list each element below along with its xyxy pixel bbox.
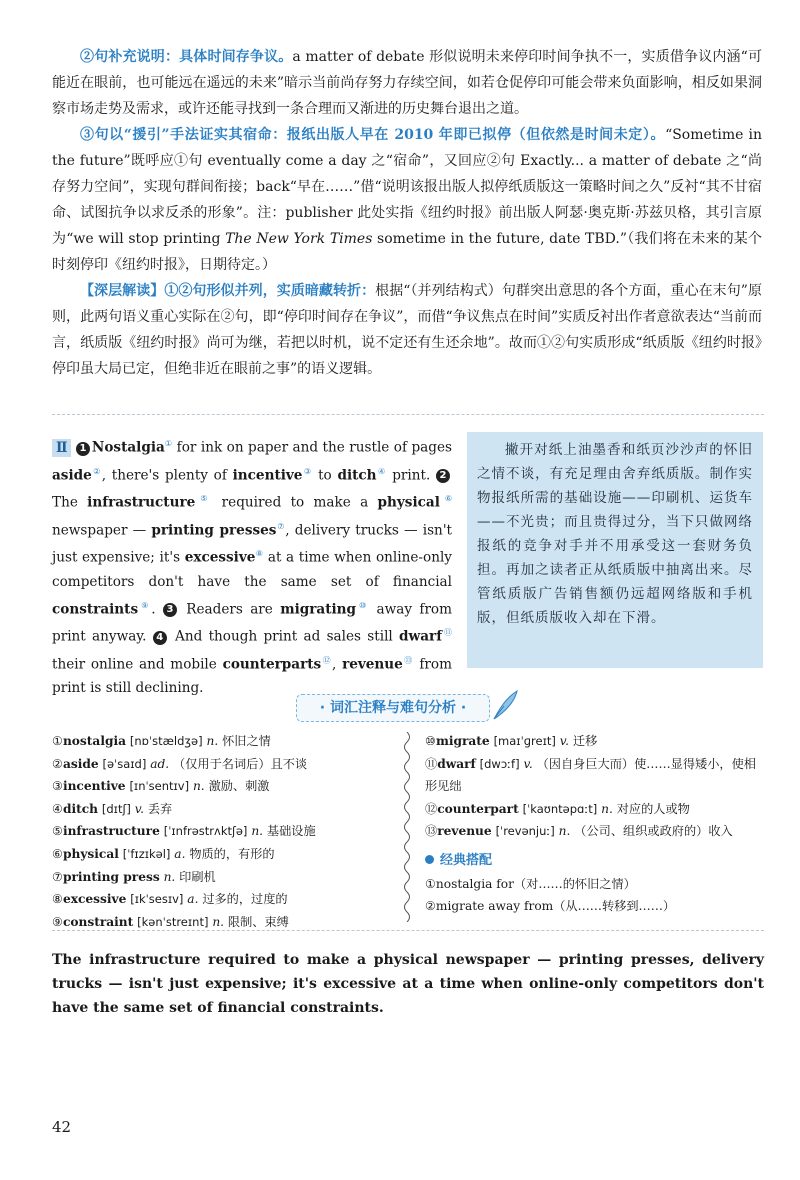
intro-analysis [52, 44, 762, 382]
collocation-item: ①nostalgia for（对……的怀旧之情） [425, 876, 636, 891]
keyword: excessive [184, 549, 256, 566]
difficult-sentence: The infrastructure required to make a physical newspaper — printing presses, delivery trucks — isn't just expensive; it's excessive at a time when online-only competitors don't have the same set of financial constraints. [52, 952, 764, 1016]
vocab-definition: 丢弃 [147, 801, 173, 816]
vocab-number: ④ [52, 801, 63, 816]
paragraph-sentence-2 [52, 44, 762, 122]
vocab-item [52, 843, 397, 866]
vocab-pos: ad. [150, 756, 170, 771]
passage-text: And though print ad sales still [168, 628, 400, 645]
passage-text: , [332, 656, 343, 673]
vocab-number: ⑩ [425, 734, 436, 748]
passage-text: newspaper — [52, 522, 152, 539]
footnote-mark: ④ [376, 466, 387, 476]
vocab-phonetic: [kənˈstreɪnt] [137, 914, 209, 929]
keyword: physical [377, 494, 440, 511]
vocab-phonetic: [ɪkˈsesɪv] [130, 892, 184, 907]
footnote-mark: ⑦ [276, 521, 286, 531]
keyword: Nostalgia [91, 439, 165, 456]
paragraph-sentence-3 [52, 122, 762, 278]
quill-icon [490, 688, 520, 722]
passage-text: The [52, 494, 88, 511]
vocab-word: dwarf [437, 756, 476, 771]
passage-text: for ink on paper and the rustle of pages [172, 439, 452, 456]
vocab-phonetic: [əˈsaɪd] [102, 756, 147, 771]
vocab-phonetic: [dwɔːf] [479, 756, 520, 771]
vocab-phonetic: [ˈfɪzɪkəl] [122, 846, 171, 861]
vocab-definition: 印刷机 [179, 869, 216, 884]
vocab-definition: 过多的，过度的 [202, 892, 288, 907]
vocab-pos: n. [206, 734, 219, 748]
vocab-pos: n. [212, 914, 225, 929]
vocab-item [425, 730, 765, 753]
keyword: revenue [342, 656, 403, 673]
keyword: ditch [337, 467, 377, 484]
deep-reading-lead: 【深层解读】①②句形似并列，实质暗藏转折： [80, 283, 376, 299]
footnote-mark: ② [91, 466, 102, 476]
sentence-number-3: 3 [163, 603, 177, 617]
footnote-mark: ① [164, 439, 173, 448]
passage-text: from print is still declining. [52, 656, 453, 697]
vocab-pos: a. [187, 892, 199, 907]
vocab-word: constraint [62, 914, 134, 929]
vocab-number: ⑦ [52, 869, 63, 884]
vocab-word: nostalgia [62, 734, 126, 748]
translation-box [467, 432, 763, 668]
passage-english [52, 432, 452, 700]
keyword: printing presses [151, 522, 277, 539]
footnote-mark: ⑨ [138, 600, 152, 610]
vocab-number: ⑨ [52, 914, 63, 929]
vocab-item [52, 820, 397, 843]
footnote-mark: ⑬ [402, 655, 414, 665]
collocations-title: 经典搭配 [440, 852, 493, 868]
vocab-item [52, 888, 397, 911]
collocations-heading [425, 849, 765, 873]
vocab-word: aside [62, 756, 99, 771]
sentence-number-1: 1 [76, 442, 90, 456]
vocab-phonetic: [nɒˈstældʒə] [129, 734, 203, 748]
vocab-phonetic: [ˈkaʊntəpɑːt] [522, 801, 598, 816]
vocab-number: ③ [52, 779, 63, 794]
vocab-number: ⑥ [52, 846, 63, 861]
keyword: infrastructure [87, 494, 196, 511]
vocab-item [52, 775, 397, 798]
vocab-definition: 怀旧之情 [222, 734, 271, 748]
analysis-body-3a: “Sometime in the future”既呼应①句 eventually come a day 之“宿命”，又回应②句 Exactly... a matter of debate 之“尚存努力空间”，实现句群间衔接；back“早在……”借“说明该报出版人拟停纸质版这一策略时间之久”反衬“其不甘宿命、试图抗争以求反杀的形象”。注：publisher 此处实指《纽约时报》前出版人阿瑟·奥克斯·苏兹贝格，其引言原为“we will stop printing [52, 127, 762, 247]
vocab-word: revenue [437, 824, 492, 839]
sentence-number-4: 4 [153, 631, 167, 645]
vocab-item [52, 753, 397, 776]
vocab-word: counterpart [437, 801, 519, 816]
vocab-definition: （公司、组织或政府的）收入 [574, 824, 733, 839]
nyt-italic: The New York Times [225, 231, 373, 247]
deep-reading-body: 根据“（并列结构式）句群突出意思的各个方面，重心在末句”原则，此两句语义重心实际在②句，即“停印时间存在争议”，而借“争议焦点在时间”实质反衬出作者意欲表达“当前而言，纸质版《纽约时报》尚可为继，若把以时机，说不定还有生还余地”。故而①②句实质形成“纸质版《纽约时报》停印虽大局已定，但绝非近在眼前之事”的语义逻辑。 [52, 283, 762, 377]
vocab-definition: 限制、束缚 [227, 914, 289, 929]
vocab-definition: 物质的，有形的 [189, 846, 275, 861]
vocab-phonetic: [ˈɪnfrəstrʌktʃə] [163, 824, 248, 839]
vocab-pos: n. [558, 824, 571, 839]
vocab-number: ⑪ [425, 756, 438, 771]
vocab-phonetic: [dɪtʃ] [101, 801, 131, 816]
vocab-item [425, 753, 765, 798]
keyword: aside [52, 467, 92, 484]
vocab-right-items [425, 730, 765, 843]
vocab-pos: v. [559, 734, 570, 748]
translation-text: 撇开对纸上油墨香和纸页沙沙声的怀旧之情不谈，有充足理由舍弃纸质版。制作实物报纸所需的基础设施——印刷机、运货车——不光贵；而且贵得过分，当下只做网络报纸的竞争对手并不用承受这一套财务负担。再加之读者正从纸质版中抽离出来。尽管纸质版广告销售额仍远超网络版和手机版，但纸质版收入却在下滑。 [477, 442, 753, 626]
vocab-word: migrate [435, 734, 490, 748]
vocab-item [52, 730, 397, 753]
vocab-pos: n. [601, 801, 613, 816]
vocab-definition: 迁移 [572, 734, 598, 748]
vocab-phonetic: [ɪnˈsentɪv] [129, 779, 190, 794]
collocation-item: ②migrate away from（从……转移到……） [425, 899, 676, 914]
passage-text: away from print anyway. [52, 601, 453, 645]
vocab-section-title: · 词汇注释与难句分析 · [296, 694, 490, 722]
vocab-number: ② [52, 756, 63, 771]
vocab-number: ⑫ [425, 801, 438, 816]
wavy-divider [401, 732, 413, 922]
vocab-definition: （因自身巨大而）使……显得矮小，使相形见绌 [425, 756, 756, 794]
footnote-mark: ⑫ [321, 655, 332, 665]
page-number: 42 [52, 1118, 72, 1136]
keyword: dwarf [399, 628, 443, 645]
vocab-pos: v. [134, 801, 144, 816]
vocab-pos: n. [192, 779, 205, 794]
vocab-pos: v. [523, 756, 533, 771]
footnote-mark: ③ [302, 466, 313, 476]
keyword: constraints [52, 601, 139, 618]
vocab-word: excessive [62, 892, 127, 907]
paragraph-deep-reading [52, 278, 762, 382]
bullet-icon [425, 855, 434, 864]
vocab-item [425, 820, 765, 843]
vocab-number: ① [52, 734, 63, 748]
vocab-word: printing press [62, 869, 160, 884]
vocab-list-right [425, 730, 765, 918]
passage-text: , delivery trucks — isn't just expensive; it's [52, 522, 453, 566]
passage-text: print. [386, 467, 436, 484]
footnote-mark: ⑪ [442, 628, 453, 638]
vocab-item [52, 798, 397, 821]
passage-text: , there's plenty of [101, 467, 233, 484]
vocab-word: ditch [62, 801, 99, 816]
vocab-item [52, 866, 397, 889]
sentence-number-2: 2 [436, 469, 450, 483]
keyword: incentive [232, 467, 303, 484]
keyword: migrating [280, 601, 357, 618]
analysis-lead-2: ②句补充说明：具体时间存争议。 [80, 49, 293, 65]
footnote-mark: ⑥ [439, 494, 453, 504]
vocab-phonetic: [ˈrevənjuː] [495, 824, 555, 839]
passage-text: at a time when online-only competitors don't have the same set of financial [52, 549, 452, 590]
vocab-word: infrastructure [62, 824, 160, 839]
passage-text: their online and mobile [52, 656, 223, 673]
vocab-definition: （仅用于名词后）且不谈 [173, 756, 308, 771]
vocab-word: incentive [62, 779, 126, 794]
passage-text: required to make a [212, 494, 378, 511]
vocab-pos: n. [163, 869, 176, 884]
vocab-pos: n. [251, 824, 264, 839]
vocab-definition: 对应的人或物 [616, 801, 690, 816]
analysis-body-3b: sometime in the future, date TBD.”（我们将在未来的某个时刻停印《纽约时报》，日期待定。） [52, 231, 762, 273]
passage-text: to [312, 467, 338, 484]
vocab-pos: a. [174, 846, 186, 861]
footnote-mark: ⑤ [195, 494, 213, 504]
vocab-item [425, 798, 765, 821]
vocab-list-left [52, 730, 397, 933]
vocab-number: ⑧ [52, 892, 63, 907]
vocab-phonetic: [maɪˈɡreɪt] [493, 734, 556, 748]
divider [52, 414, 764, 415]
vocab-word: physical [62, 846, 119, 861]
footnote-mark: ⑩ [356, 600, 370, 610]
keyword: counterparts [222, 656, 322, 673]
vocab-definition: 激励、刺激 [208, 779, 270, 794]
passage-text: . [151, 601, 163, 618]
vocab-number: ⑬ [425, 824, 438, 839]
analysis-body-2: a matter of debate 形似说明未来停印时间争执不一，实质借争议内涵“可能近在眼前，也可能远在遥远的未来”暗示当前尚存努力存续空间，如若仓促停印可能会带来负面影响，相反如果洞察市场走势及需求，或许还能寻找到一条合理而又渐进的历史舞台退出之道。 [52, 49, 763, 117]
divider [52, 930, 764, 931]
vocab-definition: 基础设施 [266, 824, 316, 839]
passage-text: Readers are [178, 601, 281, 618]
vocab-number: ⑤ [52, 824, 63, 839]
footnote-mark: ⑧ [255, 549, 264, 559]
analysis-lead-3: ③句以“援引”手法证实其宿命：报纸出版人早在 2010 年即已拟停（但依然是时间未定）。 [80, 127, 666, 143]
section-roman-numeral: Ⅱ [52, 439, 71, 457]
